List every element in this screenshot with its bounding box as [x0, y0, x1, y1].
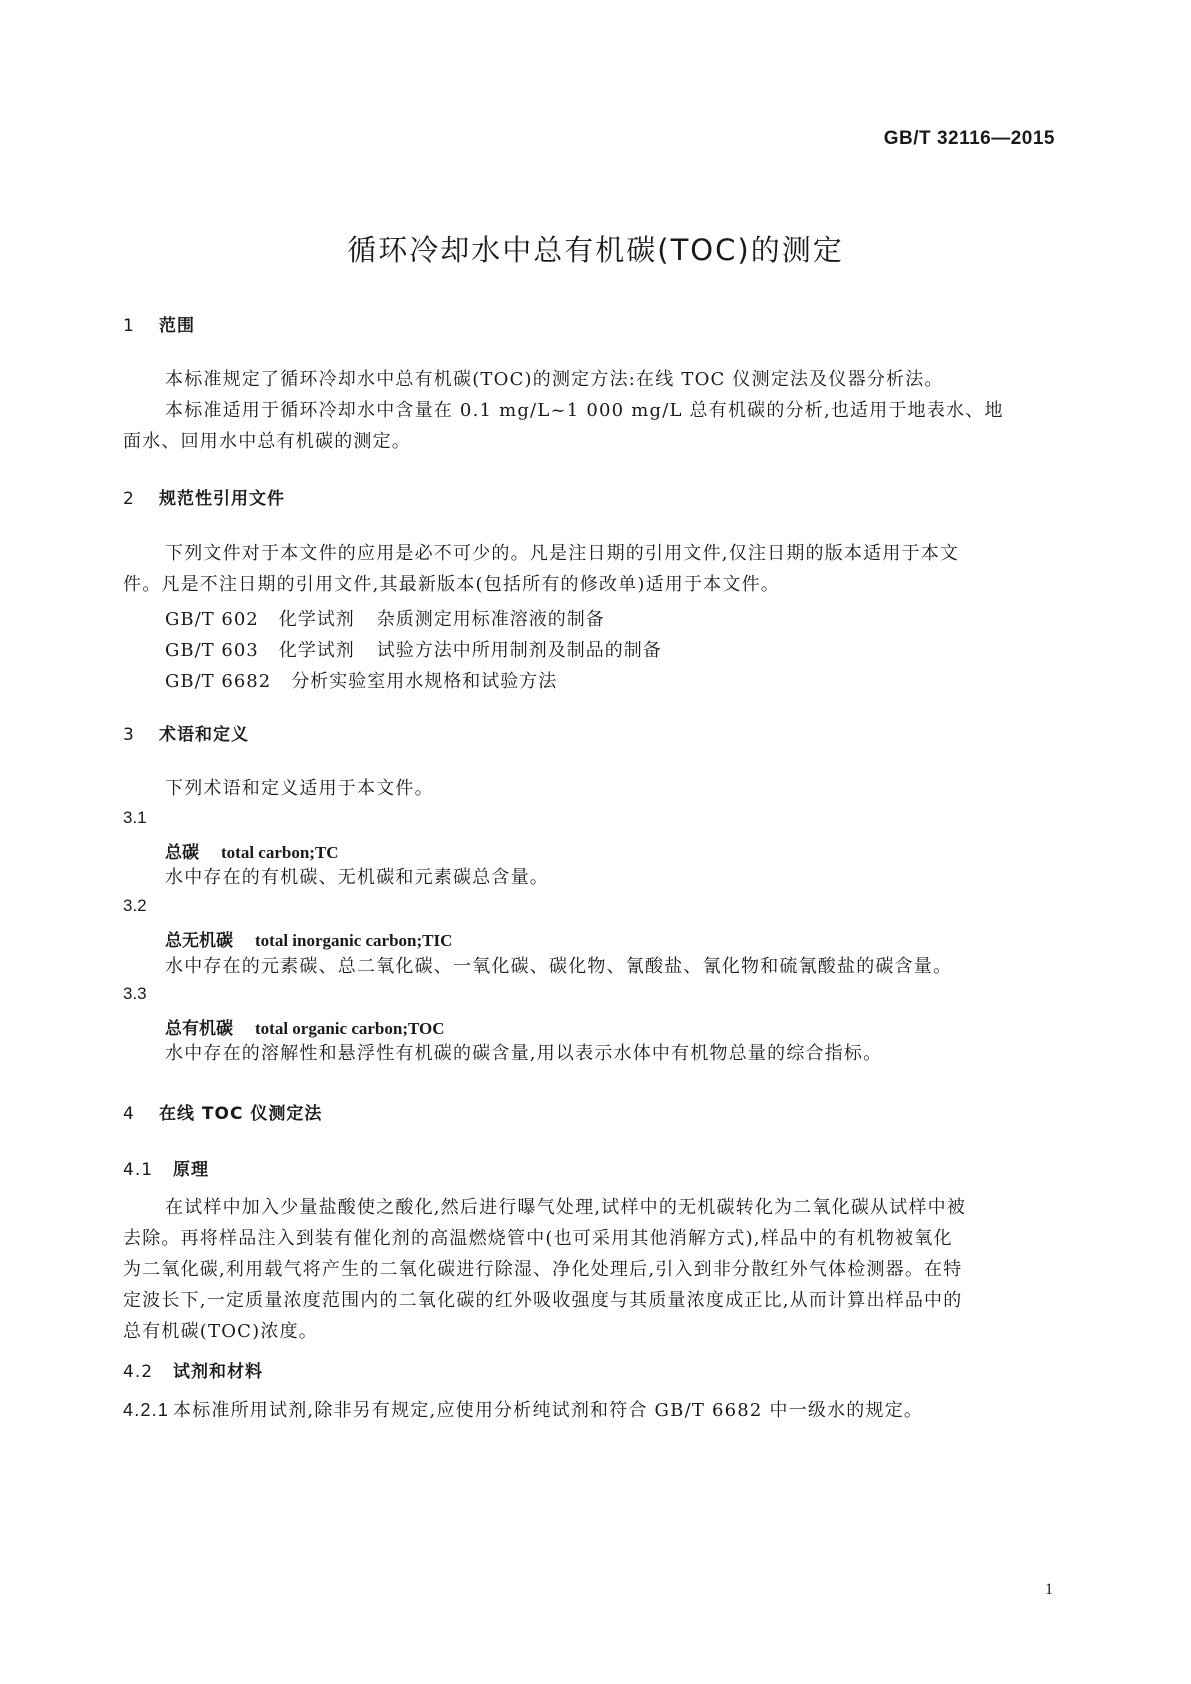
section-title: 术语和定义 — [159, 725, 249, 745]
paragraph: 去除。再将样品注入到装有催化剂的高温燃烧管中(也可采用其他消解方式),样品中的有机物被氧化 — [123, 1228, 953, 1249]
subsection-title: 试剂和材料 — [173, 1362, 263, 1382]
paragraph: 本标准适用于循环冷却水中含量在 0.1 mg/L~1 000 mg/L 总有机碳的分析,也适用于地表水、地 — [165, 400, 1004, 421]
section-number: 1 — [123, 316, 135, 336]
clause-4-2-1 — [123, 1395, 923, 1426]
term-definition: 水中存在的元素碳、总二氧化碳、一氧化碳、碳化物、氰酸盐、氰化物和硫氰酸盐的碳含量。 — [165, 956, 953, 977]
normative-reference — [165, 605, 605, 631]
section-title: 范围 — [159, 316, 195, 336]
subsection-4-2-heading — [123, 1357, 263, 1382]
subsection-number: 4.1 — [123, 1160, 154, 1180]
reference-code: GB/T 6682 — [165, 671, 272, 692]
term-number: 3.1 — [123, 808, 147, 827]
paragraph: 下列文件对于本文件的应用是必不可少的。凡是注日期的引用文件,仅注日期的版本适用于本文 — [165, 543, 960, 564]
section-1-heading — [123, 311, 195, 336]
paragraph: 本标准规定了循环冷却水中总有机碳(TOC)的测定方法:在线 TOC 仪测定法及仪器分析法。 — [165, 369, 944, 390]
reference-code: GB/T 603 — [165, 640, 259, 661]
section-number: 3 — [123, 725, 135, 745]
term-heading — [165, 926, 452, 951]
term-number: 3.3 — [123, 984, 147, 1003]
subsection-4-1-heading — [123, 1155, 209, 1180]
paragraph: 在试样中加入少量盐酸使之酸化,然后进行曝气处理,试样中的无机碳转化为二氧化碳从试样中被 — [165, 1197, 967, 1218]
reference-name: 杂质测定用标准溶液的制备 — [376, 609, 605, 630]
term-definition: 水中存在的有机碳、无机碳和元素碳总含量。 — [165, 867, 549, 888]
section-title: 在线 TOC 仪测定法 — [159, 1104, 323, 1124]
clause-number: 4.2.1 — [123, 1400, 170, 1420]
paragraph: 定波长下,一定质量浓度范围内的二氧化碳的红外吸收强度与其质量浓度成正比,从而计算出样品中的 — [123, 1290, 963, 1311]
standard-code: GB/T 32116—2015 — [883, 128, 1055, 149]
section-title: 规范性引用文件 — [159, 489, 285, 509]
paragraph: 面水、回用水中总有机碳的测定。 — [123, 431, 411, 452]
reference-name: 分析实验室用水规格和试验方法 — [291, 671, 558, 692]
term-en: total organic carbon;TOC — [255, 1019, 445, 1038]
clause-text: 本标准所用试剂,除非另有规定,应使用分析纯试剂和符合 GB/T 6682 中一级水的规定。 — [173, 1400, 924, 1421]
section-4-heading — [123, 1099, 322, 1124]
term-number: 3.2 — [123, 896, 147, 915]
page-number: 1 — [1045, 1581, 1053, 1598]
term-zh: 总有机碳 — [165, 1019, 233, 1039]
term-definition: 水中存在的溶解性和悬浮性有机碳的碳含量,用以表示水体中有机物总量的综合指标。 — [165, 1043, 883, 1064]
term-heading — [165, 838, 339, 863]
term-heading — [165, 1014, 445, 1039]
paragraph: 下列术语和定义适用于本文件。 — [165, 778, 434, 799]
paragraph: 件。凡是不注日期的引用文件,其最新版本(包括所有的修改单)适用于本文件。 — [123, 574, 780, 595]
term-zh: 总碳 — [165, 843, 199, 863]
section-number: 2 — [123, 489, 135, 509]
term-zh: 总无机碳 — [165, 931, 233, 951]
reference-name: 试验方法中所用制剂及制品的制备 — [376, 640, 662, 661]
document-title: 循环冷却水中总有机碳(TOC)的测定 — [347, 233, 844, 267]
reference-code: GB/T 602 — [165, 609, 259, 630]
reference-name: 化学试剂 — [278, 640, 355, 661]
term-en: total inorganic carbon;TIC — [255, 931, 453, 950]
reference-name: 化学试剂 — [278, 609, 355, 630]
normative-reference — [165, 667, 557, 693]
paragraph: 总有机碳(TOC)浓度。 — [123, 1321, 318, 1342]
paragraph: 为二氧化碳,利用载气将产生的二氧化碳进行除湿、净化处理后,引入到非分散红外气体检测器。在特 — [123, 1259, 963, 1280]
subsection-number: 4.2 — [123, 1362, 154, 1382]
section-2-heading — [123, 484, 285, 509]
subsection-title: 原理 — [173, 1160, 209, 1180]
normative-reference — [165, 636, 662, 662]
section-number: 4 — [123, 1104, 135, 1124]
term-en: total carbon;TC — [221, 843, 339, 862]
section-3-heading — [123, 720, 249, 745]
